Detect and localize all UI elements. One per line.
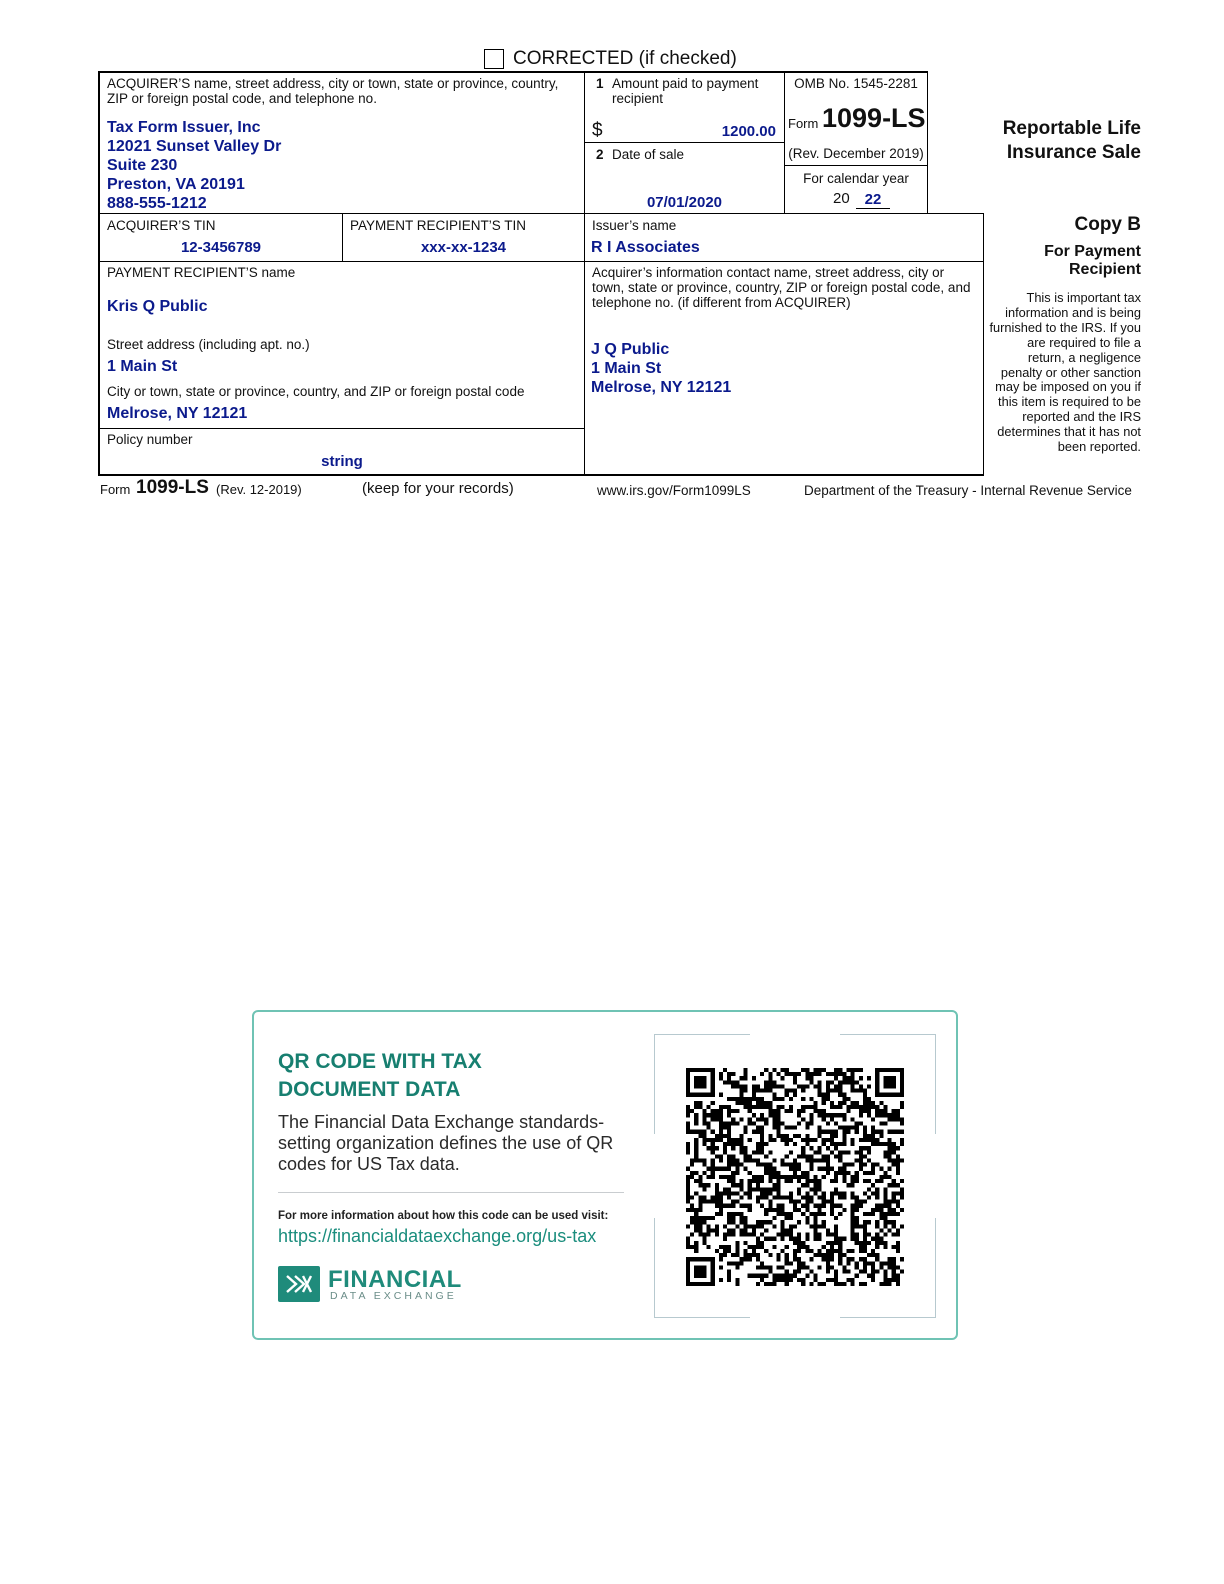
form-1099-ls (0, 0, 1224, 520)
box2-number: 2 (596, 147, 604, 162)
form-divider (99, 428, 585, 429)
acquirer-tin: 12-3456789 (180, 239, 262, 256)
qr-card-description: The Financial Data Exchange standards-setting organization defines the use of QR codes for US Tax data. (278, 1112, 614, 1174)
recipient-name-label: PAYMENT RECIPIENT’S name (107, 265, 296, 280)
acquirer-street: 12021 Sunset Valley Dr (107, 138, 282, 155)
form-divider (585, 261, 984, 262)
acquirer-suite: Suite 230 (107, 157, 178, 174)
form-divider (584, 72, 585, 475)
form-prefix: Form (788, 116, 819, 131)
issuer-name: R I Associates (591, 239, 700, 256)
form-divider (99, 261, 585, 262)
footer-dept: Department of the Treasury - Internal Revenue Service (804, 483, 1132, 498)
recipient-city: Melrose, NY 12121 (107, 405, 248, 422)
contact-city: Melrose, NY 12121 (591, 379, 732, 396)
form-name: 1099-LS (822, 103, 926, 133)
acquirer-name: Tax Form Issuer, Inc (107, 119, 261, 136)
recipient-tin: xxx-xx-1234 (420, 239, 507, 256)
box1-amount: 1200.00 (721, 123, 776, 140)
copy-note: This is important tax information and is being furnished to the IRS. If you are required to file a return, a negligence penalty or other sanction may be imposed on you if this item is required to be reported and the IRS determines that it has not been reported. (989, 290, 1141, 455)
qr-card-divider (278, 1192, 624, 1193)
acquirer-phone: 888-555-1212 (107, 195, 207, 212)
qr-code[interactable] (686, 1068, 904, 1286)
box1-number: 1 (596, 76, 604, 91)
form-rev: (Rev. December 2019) (788, 146, 924, 161)
form-divider (927, 72, 928, 214)
omb-number: OMB No. 1545-2281 (794, 76, 918, 91)
recipient-city-label: City or town, state or province, country, and ZIP or foreign postal code (107, 384, 525, 399)
recipient-street: 1 Main St (107, 358, 178, 375)
box1-currency: $ (592, 120, 603, 141)
recipient-street-label: Street address (including apt. no.) (107, 337, 310, 352)
acquirer-label: ACQUIRER’S name, street address, city or town, state or province, country, ZIP or foreign postal code, and telephone no. (107, 76, 559, 106)
form-divider (983, 214, 984, 475)
form-border-left (98, 71, 100, 476)
box1-label: Amount paid to payment recipient (612, 76, 759, 106)
footer-form-prefix: Form (100, 482, 131, 497)
form-divider (99, 213, 984, 214)
qr-card-title: QR CODE WITH TAX DOCUMENT DATA (278, 1050, 482, 1101)
form-divider (785, 165, 928, 166)
calendar-year-label: For calendar year (803, 171, 909, 186)
policy-number: string (321, 453, 363, 470)
form-divider (585, 142, 785, 143)
fdx-logo-icon (278, 1266, 320, 1302)
box2-label: Date of sale (612, 147, 685, 162)
corrected-checkbox[interactable] (484, 49, 504, 69)
fdx-logo-text: FINANCIAL (328, 1266, 462, 1293)
form-title-line2: Insurance Sale (1006, 142, 1141, 163)
form-border-top (99, 71, 928, 73)
form-border-bottom (98, 474, 984, 476)
contact-street: 1 Main St (591, 360, 662, 377)
footer-url[interactable]: www.irs.gov/Form1099LS (597, 483, 751, 498)
form-divider (784, 72, 785, 214)
policy-number-label: Policy number (107, 432, 193, 447)
footer-keep: (keep for your records) (362, 480, 514, 497)
qr-card-link[interactable]: https://financialdataexchange.org/us-tax (278, 1226, 597, 1246)
acquirer-tin-label: ACQUIRER’S TIN (107, 218, 216, 233)
footer-rev: (Rev. 12-2019) (216, 482, 302, 497)
year-prefix: 20 (833, 190, 850, 207)
fdx-logo-subtext: DATA EXCHANGE (330, 1290, 457, 1302)
copy-title: Copy B (1074, 214, 1141, 235)
issuer-label: Issuer’s name (592, 218, 677, 233)
year-suffix: 22 (856, 191, 890, 209)
contact-label: Acquirer’s information contact name, street address, city or town, state or province, country, ZIP or foreign postal code, and telephone no. (if different from ACQUIRER) (592, 265, 971, 310)
form-title-line1: Reportable Life (1002, 118, 1141, 139)
contact-name: J Q Public (591, 341, 670, 358)
copy-subtitle: For Payment Recipient (1044, 243, 1141, 278)
qr-card-more-info: For more information about how this code can be used visit: (278, 1210, 609, 1222)
recipient-name: Kris Q Public (107, 298, 208, 315)
corrected-label: CORRECTED (if checked) (513, 48, 737, 69)
box2-date: 07/01/2020 (646, 194, 723, 211)
acquirer-city: Preston, VA 20191 (107, 176, 245, 193)
qr-code-card (252, 1010, 958, 1340)
recipient-tin-label: PAYMENT RECIPIENT’S TIN (350, 218, 527, 233)
footer-form-name: 1099-LS (136, 477, 209, 498)
